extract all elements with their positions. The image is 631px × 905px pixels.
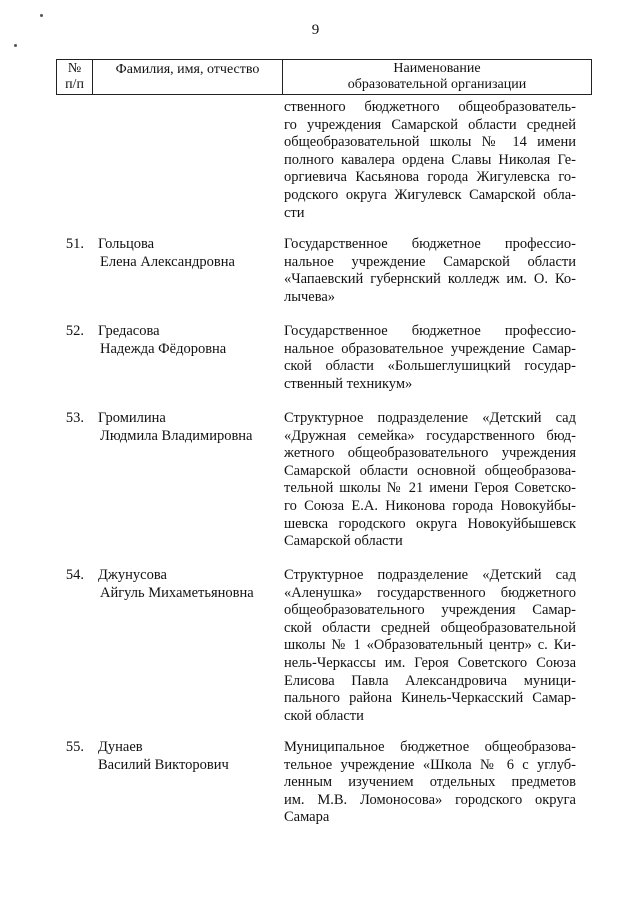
entry-organization	[284, 323, 576, 393]
org-line: ственного бюджетного общеобразователь-	[284, 99, 576, 115]
entry-organization	[284, 739, 576, 827]
org-line: нальное образовательное учреждение Самар-	[284, 340, 576, 357]
entry-organization	[284, 99, 576, 222]
org-line: ленным изучением отдельных предметов	[284, 774, 576, 791]
entry-organization	[284, 236, 576, 306]
org-line: шевска городского округа Новокуйбышевск	[284, 515, 576, 532]
header-organization-column	[283, 60, 591, 94]
org-line: сти	[284, 204, 305, 221]
org-line: Государственное бюджетное профессио-	[284, 323, 576, 339]
org-line: нальное учреждение Самарской области	[284, 253, 576, 270]
entry-number: 55.	[65, 739, 84, 755]
header-number-line1: №	[67, 61, 82, 76]
org-line: ской области «Большеглушицкий государ-	[284, 358, 576, 375]
person-given-names: Василий Викторович	[98, 756, 229, 773]
entry-number: 54.	[65, 567, 84, 583]
person-given-names: Елена Александровна	[100, 253, 235, 270]
org-line: общеобразовательной школы № 14 имени	[284, 134, 576, 151]
org-line: ской области средней общеобразовательной	[284, 619, 576, 636]
org-line: полного кавалера ордена Славы Николая Ге-	[284, 151, 576, 168]
entry-person-name	[98, 323, 278, 358]
page-number: 9	[311, 22, 320, 38]
org-line: го учреждения Самарской области средней	[284, 116, 576, 133]
entry-organization	[284, 567, 576, 725]
entry-organization	[284, 410, 576, 551]
person-surname: Громилина	[98, 410, 166, 426]
org-line: Муниципальное бюджетное общеобразова-	[284, 739, 576, 755]
entry-person-name	[98, 739, 278, 774]
person-surname: Джунусова	[98, 567, 167, 583]
header-name-column	[93, 60, 283, 94]
org-line: родского округа Жигулевск Самарской обла-	[284, 186, 576, 203]
org-line: лычева»	[284, 288, 336, 305]
org-line: Самарской области основной общеобразова-	[284, 462, 576, 479]
org-line: школы № 1 «Образовательный центр» с. Ки-	[284, 637, 576, 654]
table-header	[56, 59, 592, 95]
org-line: тельное учреждение «Школа № 6 с углуб-	[284, 756, 576, 773]
org-line: тельной школы № 21 имени Героя Советско-	[284, 480, 576, 497]
person-given-names: Людмила Владимировна	[100, 427, 253, 444]
header-number-line2: п/п	[65, 77, 84, 92]
entry-person-name	[98, 410, 278, 445]
org-line: Самарской области	[284, 533, 403, 550]
org-line: Елисова Павла Александровича муници-	[284, 672, 576, 689]
org-line: Самара	[284, 809, 330, 826]
entry-number: 53.	[65, 410, 84, 426]
org-line: оргиевича Касьянова города Жигулевска го-	[284, 169, 576, 186]
org-line: Структурное подразделение «Детский сад	[284, 410, 576, 426]
header-name-label: Фамилия, имя, отчество	[115, 62, 260, 77]
scan-speck	[40, 14, 43, 17]
person-surname: Гольцова	[98, 236, 155, 252]
org-line: жетного общеобразовательного учреждения	[284, 445, 576, 462]
org-line: «Чапаевский губернский колледж им. О. Ко-	[284, 271, 576, 288]
org-line: «Дружная семейка» государственного бюд-	[284, 427, 576, 444]
org-line: ственный техникум»	[284, 375, 413, 392]
entry-person-name	[98, 567, 278, 602]
entry-number: 51.	[65, 236, 84, 252]
person-surname: Гредасова	[98, 323, 160, 339]
org-line: «Аленушка» государственного бюджетного	[284, 584, 576, 601]
person-given-names: Надежда Фёдоровна	[100, 340, 227, 357]
org-line: пального района Кинель-Черкасский Самар-	[284, 690, 576, 707]
entry-person-name	[98, 236, 278, 271]
org-line: им. М.В. Ломоносова» городского округа	[284, 791, 576, 808]
entry-number: 52.	[65, 323, 84, 339]
person-surname: Дунаев	[98, 739, 143, 755]
header-organization-line2: образовательной организации	[347, 77, 527, 92]
person-given-names: Айгуль Михаметьяновна	[100, 584, 254, 601]
header-organization-line1: Наименование	[393, 61, 481, 76]
header-number-column	[57, 60, 93, 94]
org-line: общеобразовательного учреждения Самар-	[284, 602, 576, 619]
org-line: ской области	[284, 707, 364, 724]
org-line: Структурное подразделение «Детский сад	[284, 567, 576, 583]
scan-speck	[14, 44, 17, 47]
org-line: нель-Черкассы им. Героя Советского Союза	[284, 654, 576, 671]
org-line: Государственное бюджетное профессио-	[284, 236, 576, 252]
org-line: го Союза Е.А. Никонова города Новокуйбы-	[284, 497, 576, 514]
